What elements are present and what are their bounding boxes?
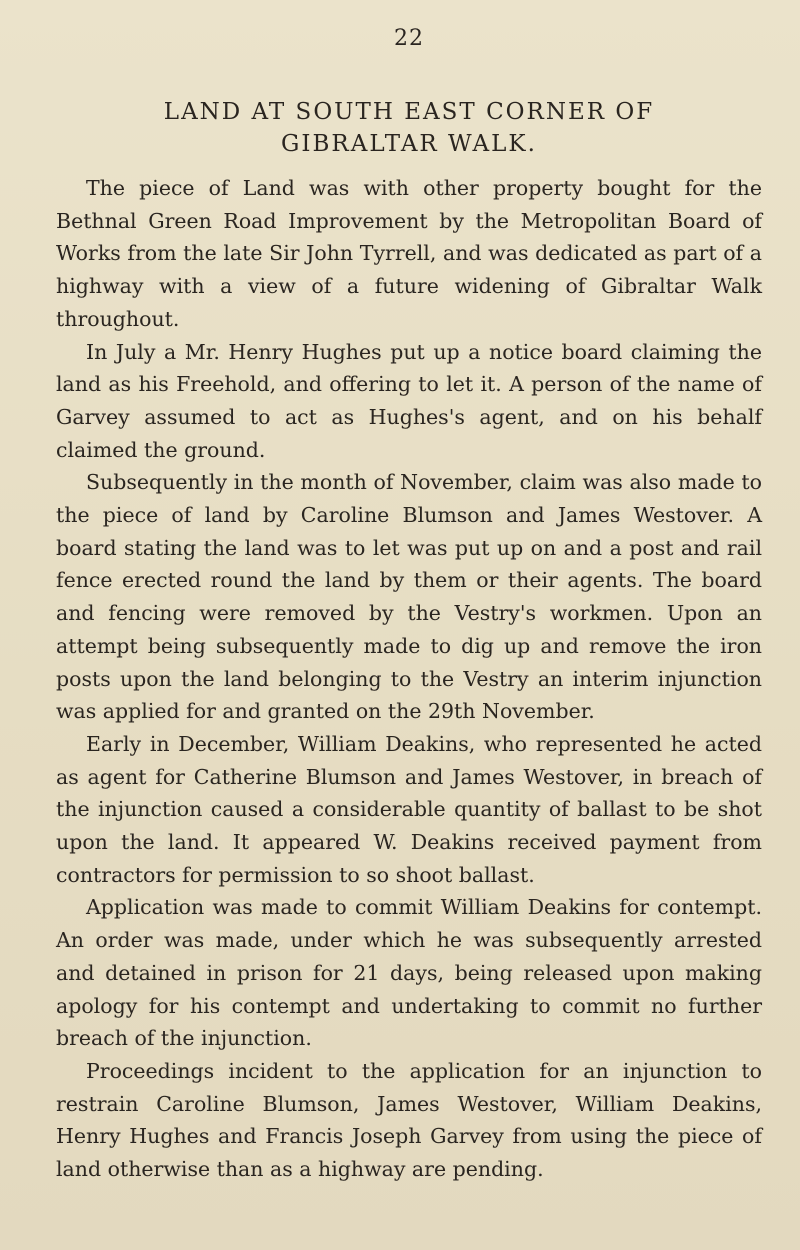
page-number: 22 xyxy=(394,26,424,51)
title-line-2: GIBRALTAR WALK. xyxy=(281,131,537,157)
paragraph-1: The piece of Land was with other property bought for the Bethnal Green Road Improvement by the Metropolitan Board of Works from the late Sir John Tyrrell, and was dedicated as part of a highway with a view of a future widening of Gibraltar Walk throughout. xyxy=(56,176,762,331)
paragraph-5: Application was made to commit William Deakins for contempt. An order was made, under which he was subsequently arrested and detained in prison for 21 days, being released upon making apology for his contempt and undertaking to commit no further breach of the injunction. xyxy=(56,895,762,1051)
paragraph-4: Early in December, William Deakins, who represented he acted as agent for Catherine Blumson and James Westover, in breach of the injunction caused a considerable quantity of ballast to be shot upon the land. It appeared W. Deakins received payment from contractors for permission to so shoot ballast. xyxy=(56,731,762,887)
paragraph-3: Subsequently in the month of November, claim was also made to the piece of land by Caroline Blumson and James Westover. A board stating the land was to let was put up on and a post and rail fence erected round the land by them or their agents. The board and fencing were removed by the Vestry's workmen. Upon an attempt being subsequently made to dig up and remove the iron posts upon the land belonging to the Vestry an interim injunction was applied for and granted on the 29th November. xyxy=(56,470,762,724)
paragraph-6: Proceedings incident to the application for an injunction to restrain Caroline Blumson, James Westover, William Deakins, Henry Hughes and Francis Joseph Garvey from using the piece of land otherwise than as a highway are pending. xyxy=(56,1058,762,1182)
paragraph-2: In July a Mr. Henry Hughes put up a notice board claiming the land as his Freehold, and offering to let it. A person of the name of Garvey assumed to act as Hughes's agent, and on his behalf claimed the ground. xyxy=(56,339,762,462)
page-title xyxy=(56,96,762,160)
title-line-1: LAND AT SOUTH EAST CORNER OF xyxy=(163,99,655,125)
